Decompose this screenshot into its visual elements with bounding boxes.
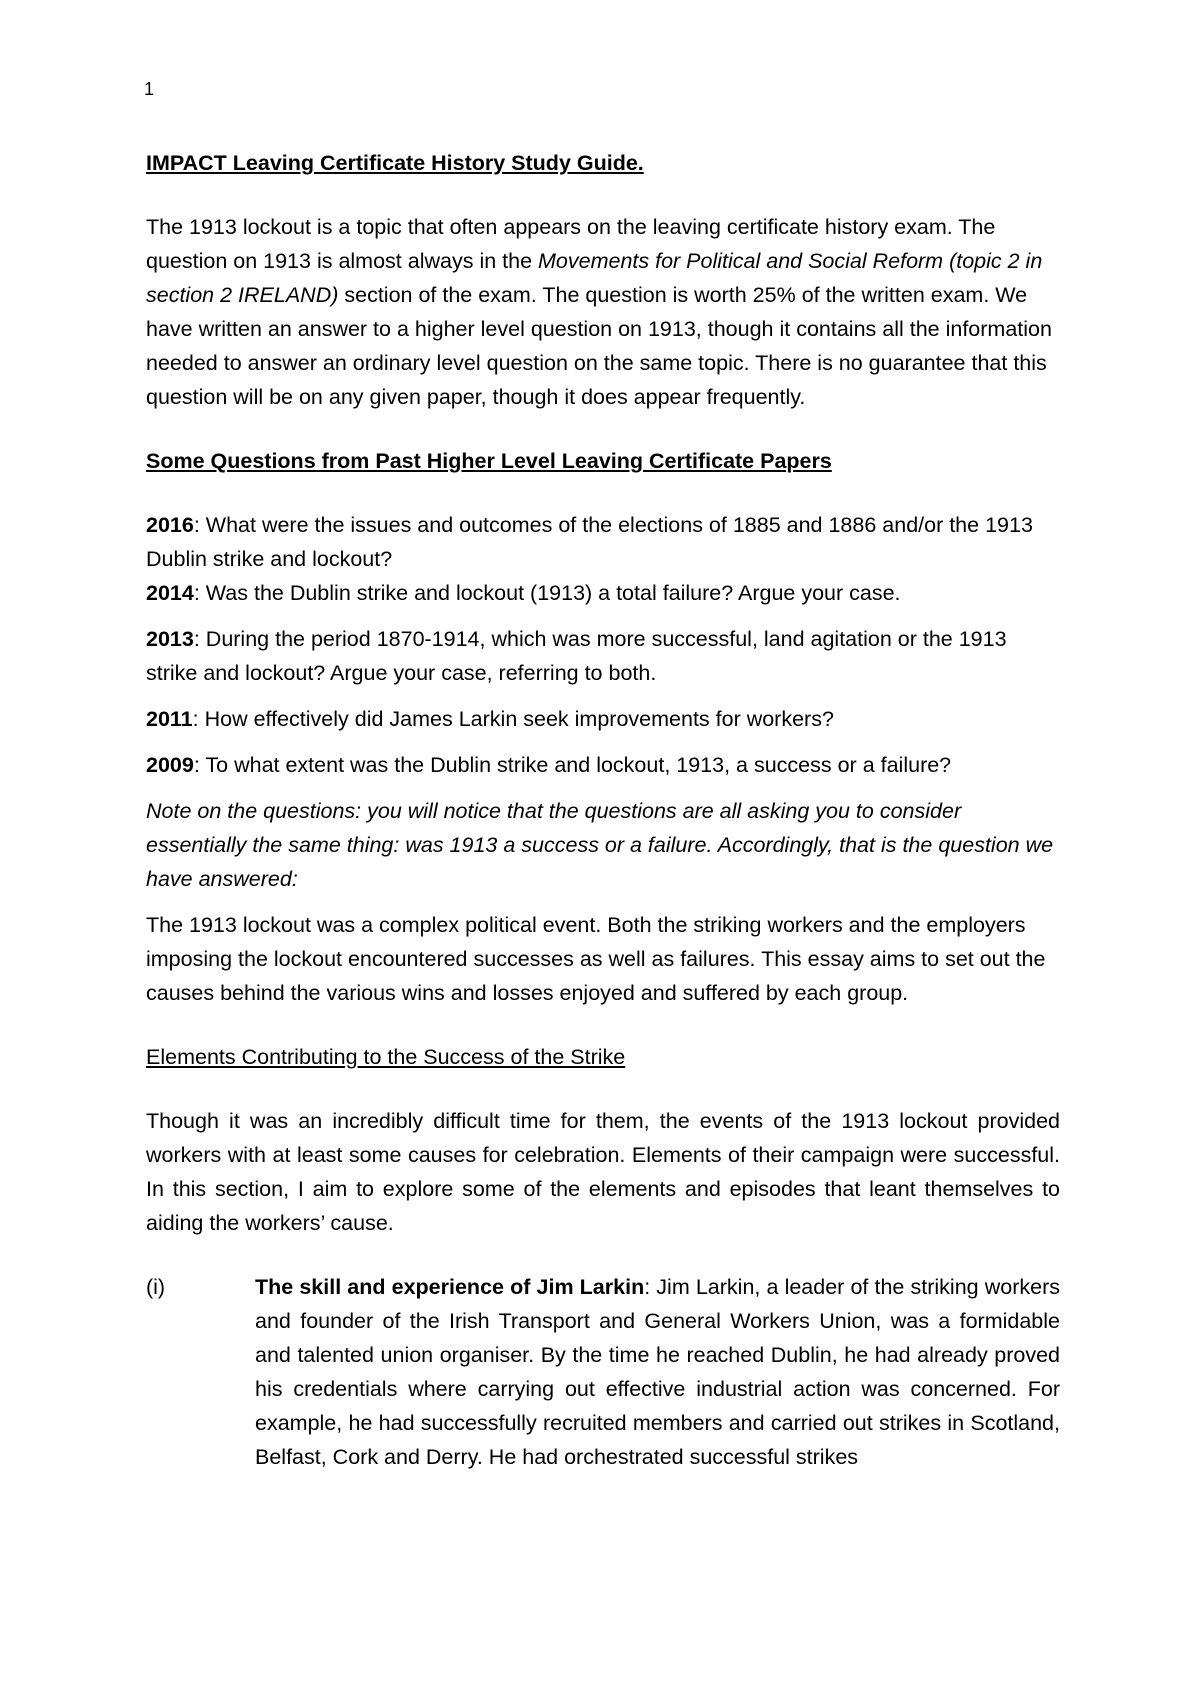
question-text: : During the period 1870-1914, which was more successful, land agitation or the 1913 strike and lockout? Argue your case, referring to both. xyxy=(146,627,1007,685)
question-2014 xyxy=(146,576,1060,610)
question-year: 2016 xyxy=(146,513,194,537)
success-section-intro: Though it was an incredibly difficult time for them, the events of the 1913 lockout provided workers with at least some causes for celebration. Elements of their campaign were successful. In this section, I aim to explore some of the elements and episodes that leant themselves to aiding the workers’ cause. xyxy=(146,1109,1060,1235)
intro-topic-italic: Movements for Political and Social Reform (topic 2 in section 2 IRELAND) xyxy=(146,249,1043,307)
list-item-larkin xyxy=(146,1270,1060,1474)
document-body xyxy=(146,146,1060,1474)
page-number: 1 xyxy=(144,79,155,99)
question-year: 2011 xyxy=(146,707,193,731)
question-2013 xyxy=(146,622,1060,690)
intro-text-start: The 1913 lockout is a topic that often appears on the leaving certificate history exam. The question on 1913 is almost always in the xyxy=(146,215,996,273)
list-item-title: The skill and experience of Jim Larkin xyxy=(255,1275,645,1299)
question-text: : What were the issues and outcomes of the elections of 1885 and 1886 and/or the 1913 Dublin strike and lockout? xyxy=(146,513,1033,571)
question-text: : Was the Dublin strike and lockout (1913) a total failure? Argue your case. xyxy=(193,581,901,605)
list-marker: (i) xyxy=(146,1275,166,1299)
list-item-body xyxy=(255,1270,1060,1474)
question-year: 2009 xyxy=(146,753,194,777)
page-title: IMPACT Leaving Certificate History Study Guide. xyxy=(146,151,644,175)
question-2011 xyxy=(146,702,1060,736)
question-2009 xyxy=(146,748,1060,782)
question-year: 2013 xyxy=(146,627,194,651)
past-papers-heading: Some Questions from Past Higher Level Leaving Certificate Papers xyxy=(146,449,832,473)
intro-text-end: section of the exam. The question is worth 25% of the written exam. We have written an answer to a higher level question on 1913, though it contains all the information needed to answer an ordinary level question on the same topic. There is no guarantee that this question will be on any given paper, though it does appear frequently. xyxy=(146,283,1052,409)
success-section-heading: Elements Contributing to the Success of the Strike xyxy=(146,1045,626,1069)
intro-paragraph xyxy=(146,210,1060,414)
list-item-text: : Jim Larkin, a leader of the striking workers and founder of the Irish Transport and General Workers Union, was a formidable and talented union organiser. By the time he reached Dublin, he had already proved his credentials where carrying out effective industrial action was concerned. For example, he had successfully recruited members and carried out strikes in Scotland, Belfast, Cork and Derry. He had orchestrated successful strikes xyxy=(255,1275,1060,1469)
question-year: 2014 xyxy=(146,581,194,605)
question-text: : How effectively did James Larkin seek improvements for workers? xyxy=(192,707,834,731)
question-text: : To what extent was the Dublin strike and lockout, 1913, a success or a failure? xyxy=(193,753,952,777)
question-2016 xyxy=(146,508,1060,576)
questions-note: Note on the questions: you will notice that the questions are all asking you to consider essentially the same thing: was 1913 a success or a failure. Accordingly, that is the question we have answered: xyxy=(146,799,1054,891)
essay-intro-paragraph: The 1913 lockout was a complex political event. Both the striking workers and the employers imposing the lockout encountered successes as well as failures. This essay aims to set out the causes behind the various wins and losses enjoyed and suffered by each group. xyxy=(146,913,1046,1005)
